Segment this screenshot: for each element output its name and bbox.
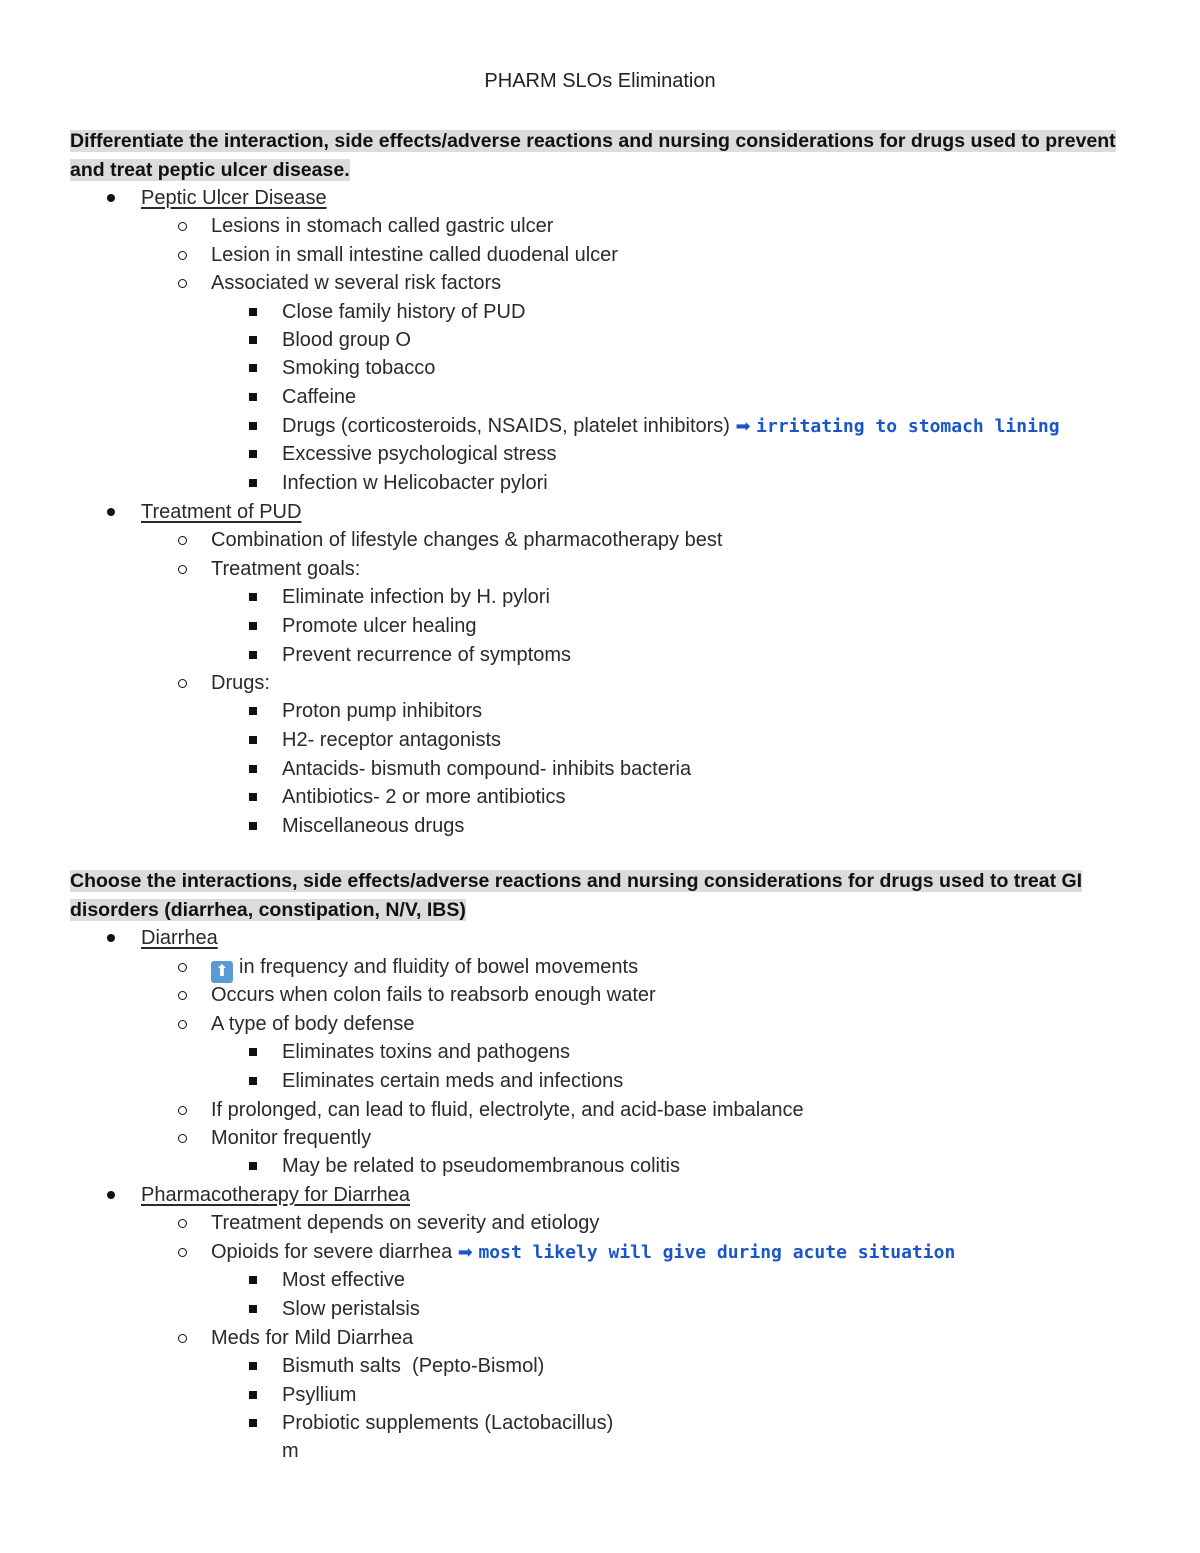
bullet-square-icon: [249, 1362, 257, 1370]
list-item-text: Antacids- bismuth compound- inhibits bacteria: [282, 758, 692, 780]
list-item-text: Caffeine: [282, 386, 357, 408]
bullet-dot-icon: [107, 1191, 115, 1199]
increase-text: in frequency and fluidity of bowel movements: [239, 956, 639, 978]
bullet-circle-icon: [178, 1106, 187, 1115]
bullet-square-icon: [249, 479, 257, 487]
bullet-square-icon: [249, 793, 257, 801]
bullet-circle-icon: [178, 279, 187, 288]
list-item-text: H2- receptor antagonists: [282, 729, 502, 751]
bullet-square-icon: [249, 1077, 257, 1085]
bullet-square-icon: [249, 622, 257, 630]
list-item-text: Eliminates toxins and pathogens: [282, 1041, 570, 1063]
bullet-square-icon: [249, 422, 257, 430]
bullet-square-icon: [249, 364, 257, 372]
bullet-square-icon: [249, 651, 257, 659]
list-item-text: Treatment depends on severity and etiology: [211, 1212, 600, 1234]
list-item-text: Prevent recurrence of symptoms: [282, 644, 571, 666]
bullet-square-icon: [249, 707, 257, 715]
list-item-text: Eliminate infection by H. pylori: [282, 586, 550, 608]
bullet-square-icon: [249, 1162, 257, 1170]
list-item-text: Drugs:: [211, 672, 270, 694]
up-arrow-icon: ⬆: [211, 961, 233, 983]
list-item-text: Bismuth salts (Pepto-Bismol): [282, 1355, 545, 1377]
bullet-circle-icon: [178, 565, 187, 574]
bullet-circle-icon: [178, 1219, 187, 1228]
list-item-text: [211, 1238, 955, 1267]
bullet-square-icon: [249, 1048, 257, 1056]
bullet-square-icon: [249, 308, 257, 316]
bullet-square-icon: [249, 1305, 257, 1313]
bullet-square-icon: [249, 736, 257, 744]
bullet-dot-icon: [107, 934, 115, 942]
bullet-square-icon: [249, 1391, 257, 1399]
right-arrow-icon: ➡: [457, 1242, 473, 1262]
bullet-circle-icon: [178, 679, 187, 688]
list-item-text: Infection w Helicobacter pylori: [282, 472, 548, 494]
trailing-text: m: [282, 1440, 299, 1462]
list-item-text: [282, 412, 1060, 441]
list-item-text: Most effective: [282, 1269, 406, 1291]
section-heading-pud: [70, 127, 1130, 184]
bullet-circle-icon: [178, 1020, 187, 1029]
list-item-text: Psyllium: [282, 1384, 357, 1406]
bullet-square-icon: [249, 593, 257, 601]
list-item-text: A type of body defense: [211, 1013, 415, 1035]
bullet-circle-icon: [178, 963, 187, 972]
topic-label: Diarrhea: [141, 927, 218, 949]
list-item-text: Excessive psychological stress: [282, 443, 557, 465]
bullet-square-icon: [249, 1419, 257, 1427]
list-item-text: Monitor frequently: [211, 1127, 372, 1149]
list-item-text: May be related to pseudomembranous colitis: [282, 1155, 680, 1177]
topic-label: Treatment of PUD: [141, 501, 302, 523]
annotation-note: most likely will give during acute situation: [478, 1242, 956, 1263]
bullet-circle-icon: [178, 222, 187, 231]
bullet-circle-icon: [178, 1134, 187, 1143]
bullet-circle-icon: [178, 251, 187, 260]
list-item-text: Proton pump inhibitors: [282, 700, 483, 722]
list-item-text: Miscellaneous drugs: [282, 815, 465, 837]
annotation-note: irritating to stomach lining: [756, 416, 1060, 437]
heading-text: Differentiate the interaction, side effects/adverse reactions and nursing considerations for drugs used to prevent and treat peptic ulcer disease.: [70, 130, 1116, 181]
bullet-square-icon: [249, 336, 257, 344]
bullet-square-icon: [249, 393, 257, 401]
bullet-square-icon: [249, 765, 257, 773]
bullet-circle-icon: [178, 1334, 187, 1343]
bullet-square-icon: [249, 822, 257, 830]
heading-text: Choose the interactions, side effects/adverse reactions and nursing considerations for drugs used to treat GI disorders (diarrhea, constipation, N/V, IBS): [70, 870, 1083, 921]
list-item-text: Eliminates certain meds and infections: [282, 1070, 624, 1092]
list-item-text: Blood group O: [282, 329, 411, 351]
list-item-text: Slow peristalsis: [282, 1298, 420, 1320]
list-item-text: Occurs when colon fails to reabsorb enough water: [211, 984, 656, 1006]
drugs-text: Drugs (corticosteroids, NSAIDS, platelet inhibitors): [282, 415, 730, 437]
list-item-text: Treatment goals:: [211, 558, 361, 580]
opioids-text: Opioids for severe diarrhea: [211, 1241, 453, 1263]
list-item-text: Meds for Mild Diarrhea: [211, 1327, 414, 1349]
list-item-text: If prolonged, can lead to fluid, electrolyte, and acid-base imbalance: [211, 1099, 804, 1121]
right-arrow-icon: ➡: [735, 416, 751, 436]
bullet-square-icon: [249, 450, 257, 458]
topic-label: Peptic Ulcer Disease: [141, 187, 327, 209]
list-item-text: [211, 953, 638, 983]
list-item-text: Close family history of PUD: [282, 301, 526, 323]
list-item-text: Probiotic supplements (Lactobacillus): [282, 1412, 614, 1434]
topic-label: Pharmacotherapy for Diarrhea: [141, 1184, 411, 1206]
list-item-text: Smoking tobacco: [282, 357, 436, 379]
section-heading-gi: [70, 867, 1130, 924]
bullet-circle-icon: [178, 536, 187, 545]
list-item-text: Associated w several risk factors: [211, 272, 502, 294]
list-item-text: Antibiotics- 2 or more antibiotics: [282, 786, 566, 808]
bullet-square-icon: [249, 1276, 257, 1284]
bullet-circle-icon: [178, 1248, 187, 1257]
bullet-dot-icon: [107, 508, 115, 516]
list-item-text: Lesions in stomach called gastric ulcer: [211, 215, 554, 237]
bullet-circle-icon: [178, 991, 187, 1000]
list-item-text: Combination of lifestyle changes & pharmacotherapy best: [211, 529, 723, 551]
bullet-dot-icon: [107, 194, 115, 202]
list-item-text: Promote ulcer healing: [282, 615, 477, 637]
document-title: PHARM SLOs Elimination: [484, 70, 716, 92]
list-item-text: Lesion in small intestine called duodenal ulcer: [211, 244, 618, 266]
